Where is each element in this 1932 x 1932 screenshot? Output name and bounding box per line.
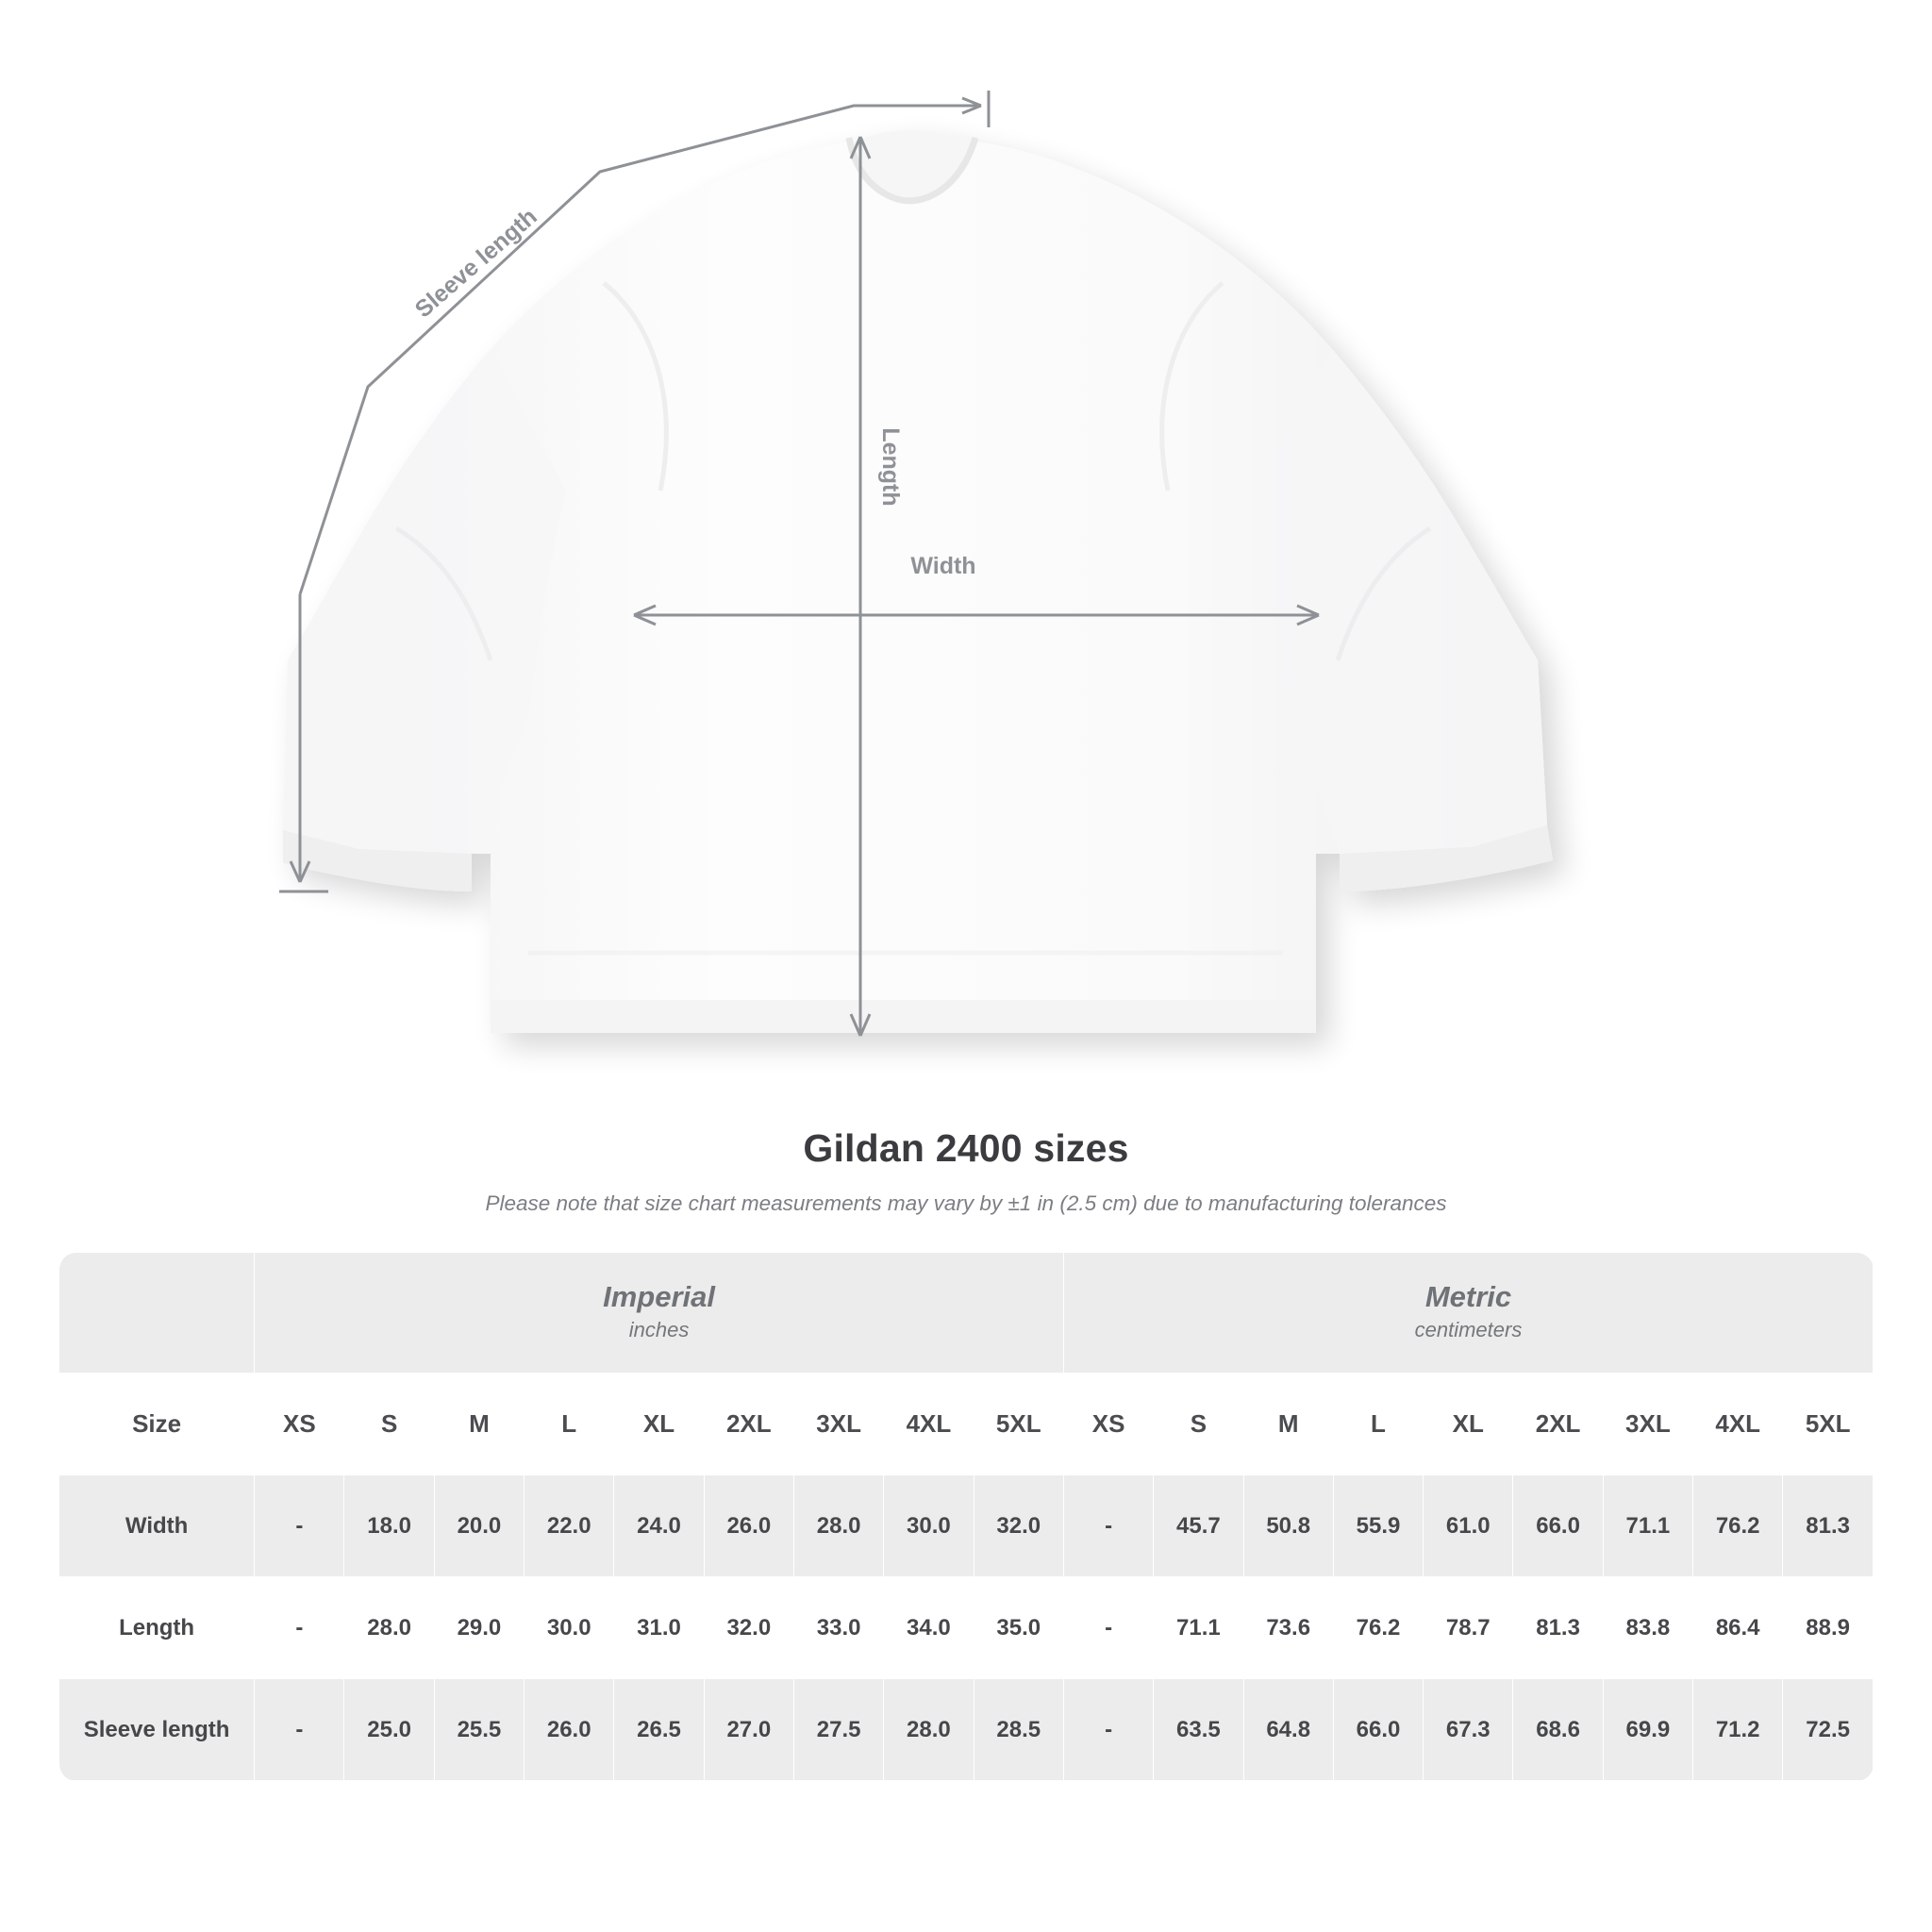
cell-value: 55.9	[1333, 1475, 1423, 1577]
chart-header	[0, 1126, 1932, 1216]
cell-value: -	[1063, 1679, 1153, 1781]
group-header-spacer	[59, 1253, 255, 1374]
cell-value: 25.5	[434, 1679, 524, 1781]
cell-value: 27.0	[704, 1679, 793, 1781]
cell-value: 45.7	[1154, 1475, 1243, 1577]
size-header-xl-metric: XL	[1424, 1374, 1513, 1475]
group-unit: inches	[628, 1317, 690, 1341]
row-label: Sleeve length	[59, 1679, 255, 1781]
cell-value: 28.0	[793, 1475, 883, 1577]
cell-value: -	[255, 1577, 344, 1679]
cell-value: 81.3	[1513, 1577, 1603, 1679]
cell-value: 63.5	[1154, 1679, 1243, 1781]
cell-value: -	[255, 1475, 344, 1577]
cell-value: 24.0	[614, 1475, 704, 1577]
cell-value: 73.6	[1243, 1577, 1333, 1679]
cell-value: 83.8	[1603, 1577, 1692, 1679]
size-header-3xl-metric: 3XL	[1603, 1374, 1692, 1475]
cell-value: 32.0	[974, 1475, 1063, 1577]
group-unit: centimeters	[1414, 1317, 1523, 1341]
cell-value: 28.0	[884, 1679, 974, 1781]
size-header-5xl-imperial: 5XL	[974, 1374, 1063, 1475]
cell-value: 22.0	[525, 1475, 614, 1577]
cell-value: 31.0	[614, 1577, 704, 1679]
cell-value: 18.0	[344, 1475, 434, 1577]
table-group-header	[255, 1253, 1064, 1374]
cell-value: 30.0	[525, 1577, 614, 1679]
size-header-xl-imperial: XL	[614, 1374, 704, 1475]
cell-value: 26.5	[614, 1679, 704, 1781]
cell-value: 64.8	[1243, 1679, 1333, 1781]
cell-value: 69.9	[1603, 1679, 1692, 1781]
group-name: Imperial	[603, 1280, 716, 1314]
cell-value: 66.0	[1513, 1475, 1603, 1577]
cell-value: -	[255, 1679, 344, 1781]
page-title: Gildan 2400 sizes	[803, 1126, 1129, 1170]
cell-value: 25.0	[344, 1679, 434, 1781]
cell-value: 81.3	[1783, 1475, 1874, 1577]
cell-value: 30.0	[884, 1475, 974, 1577]
row-label: Width	[59, 1475, 255, 1577]
cell-value: 27.5	[793, 1679, 883, 1781]
size-header-3xl-imperial: 3XL	[793, 1374, 883, 1475]
size-header-4xl-imperial: 4XL	[884, 1374, 974, 1475]
label-length: Length	[877, 427, 904, 507]
size-table-wrap	[58, 1252, 1874, 1781]
cell-value: 32.0	[704, 1577, 793, 1679]
table-group-header-row	[59, 1253, 1874, 1374]
cell-value: 26.0	[525, 1679, 614, 1781]
size-header-xs-imperial: XS	[255, 1374, 344, 1475]
cell-value: 66.0	[1333, 1679, 1423, 1781]
cell-value: 29.0	[434, 1577, 524, 1679]
cell-value: 88.9	[1783, 1577, 1874, 1679]
cell-value: 34.0	[884, 1577, 974, 1679]
size-header-2xl-imperial: 2XL	[704, 1374, 793, 1475]
table-size-header-row	[59, 1374, 1874, 1475]
row-label-header: Size	[59, 1374, 255, 1475]
size-header-5xl-metric: 5XL	[1783, 1374, 1874, 1475]
cell-value: 78.7	[1424, 1577, 1513, 1679]
cell-value: 68.6	[1513, 1679, 1603, 1781]
cell-value: 35.0	[974, 1577, 1063, 1679]
table-group-header	[1063, 1253, 1873, 1374]
cell-value: 86.4	[1693, 1577, 1783, 1679]
group-name: Metric	[1424, 1280, 1512, 1314]
cell-value: 28.5	[974, 1679, 1063, 1781]
cell-value: 71.1	[1154, 1577, 1243, 1679]
cell-value: 76.2	[1333, 1577, 1423, 1679]
size-header-l-imperial: L	[525, 1374, 614, 1475]
label-width: Width	[910, 553, 976, 579]
size-header-l-metric: L	[1333, 1374, 1423, 1475]
size-header-m-metric: M	[1243, 1374, 1333, 1475]
cell-value: -	[1063, 1577, 1153, 1679]
size-header-xs-metric: XS	[1063, 1374, 1153, 1475]
size-header-s-metric: S	[1154, 1374, 1243, 1475]
table-row	[59, 1679, 1874, 1781]
size-chart-table	[58, 1252, 1874, 1781]
label-sleeve-length: Sleeve length	[409, 203, 542, 324]
table-row	[59, 1475, 1874, 1577]
size-header-m-imperial: M	[434, 1374, 524, 1475]
row-label: Length	[59, 1577, 255, 1679]
cell-value: 76.2	[1693, 1475, 1783, 1577]
cell-value: 72.5	[1783, 1679, 1874, 1781]
size-header-s-imperial: S	[344, 1374, 434, 1475]
cell-value: 71.2	[1693, 1679, 1783, 1781]
tolerance-note: Please note that size chart measurements may vary by ±1 in (2.5 cm) due to manufacturing tolerances	[485, 1191, 1447, 1215]
cell-value: 50.8	[1243, 1475, 1333, 1577]
cell-value: 67.3	[1424, 1679, 1513, 1781]
cell-value: 33.0	[793, 1577, 883, 1679]
cell-value: 26.0	[704, 1475, 793, 1577]
cell-value: 61.0	[1424, 1475, 1513, 1577]
size-header-2xl-metric: 2XL	[1513, 1374, 1603, 1475]
cell-value: 20.0	[434, 1475, 524, 1577]
table-row	[59, 1577, 1874, 1679]
cell-value: 71.1	[1603, 1475, 1692, 1577]
cell-value: -	[1063, 1475, 1153, 1577]
size-header-4xl-metric: 4XL	[1693, 1374, 1783, 1475]
cell-value: 28.0	[344, 1577, 434, 1679]
